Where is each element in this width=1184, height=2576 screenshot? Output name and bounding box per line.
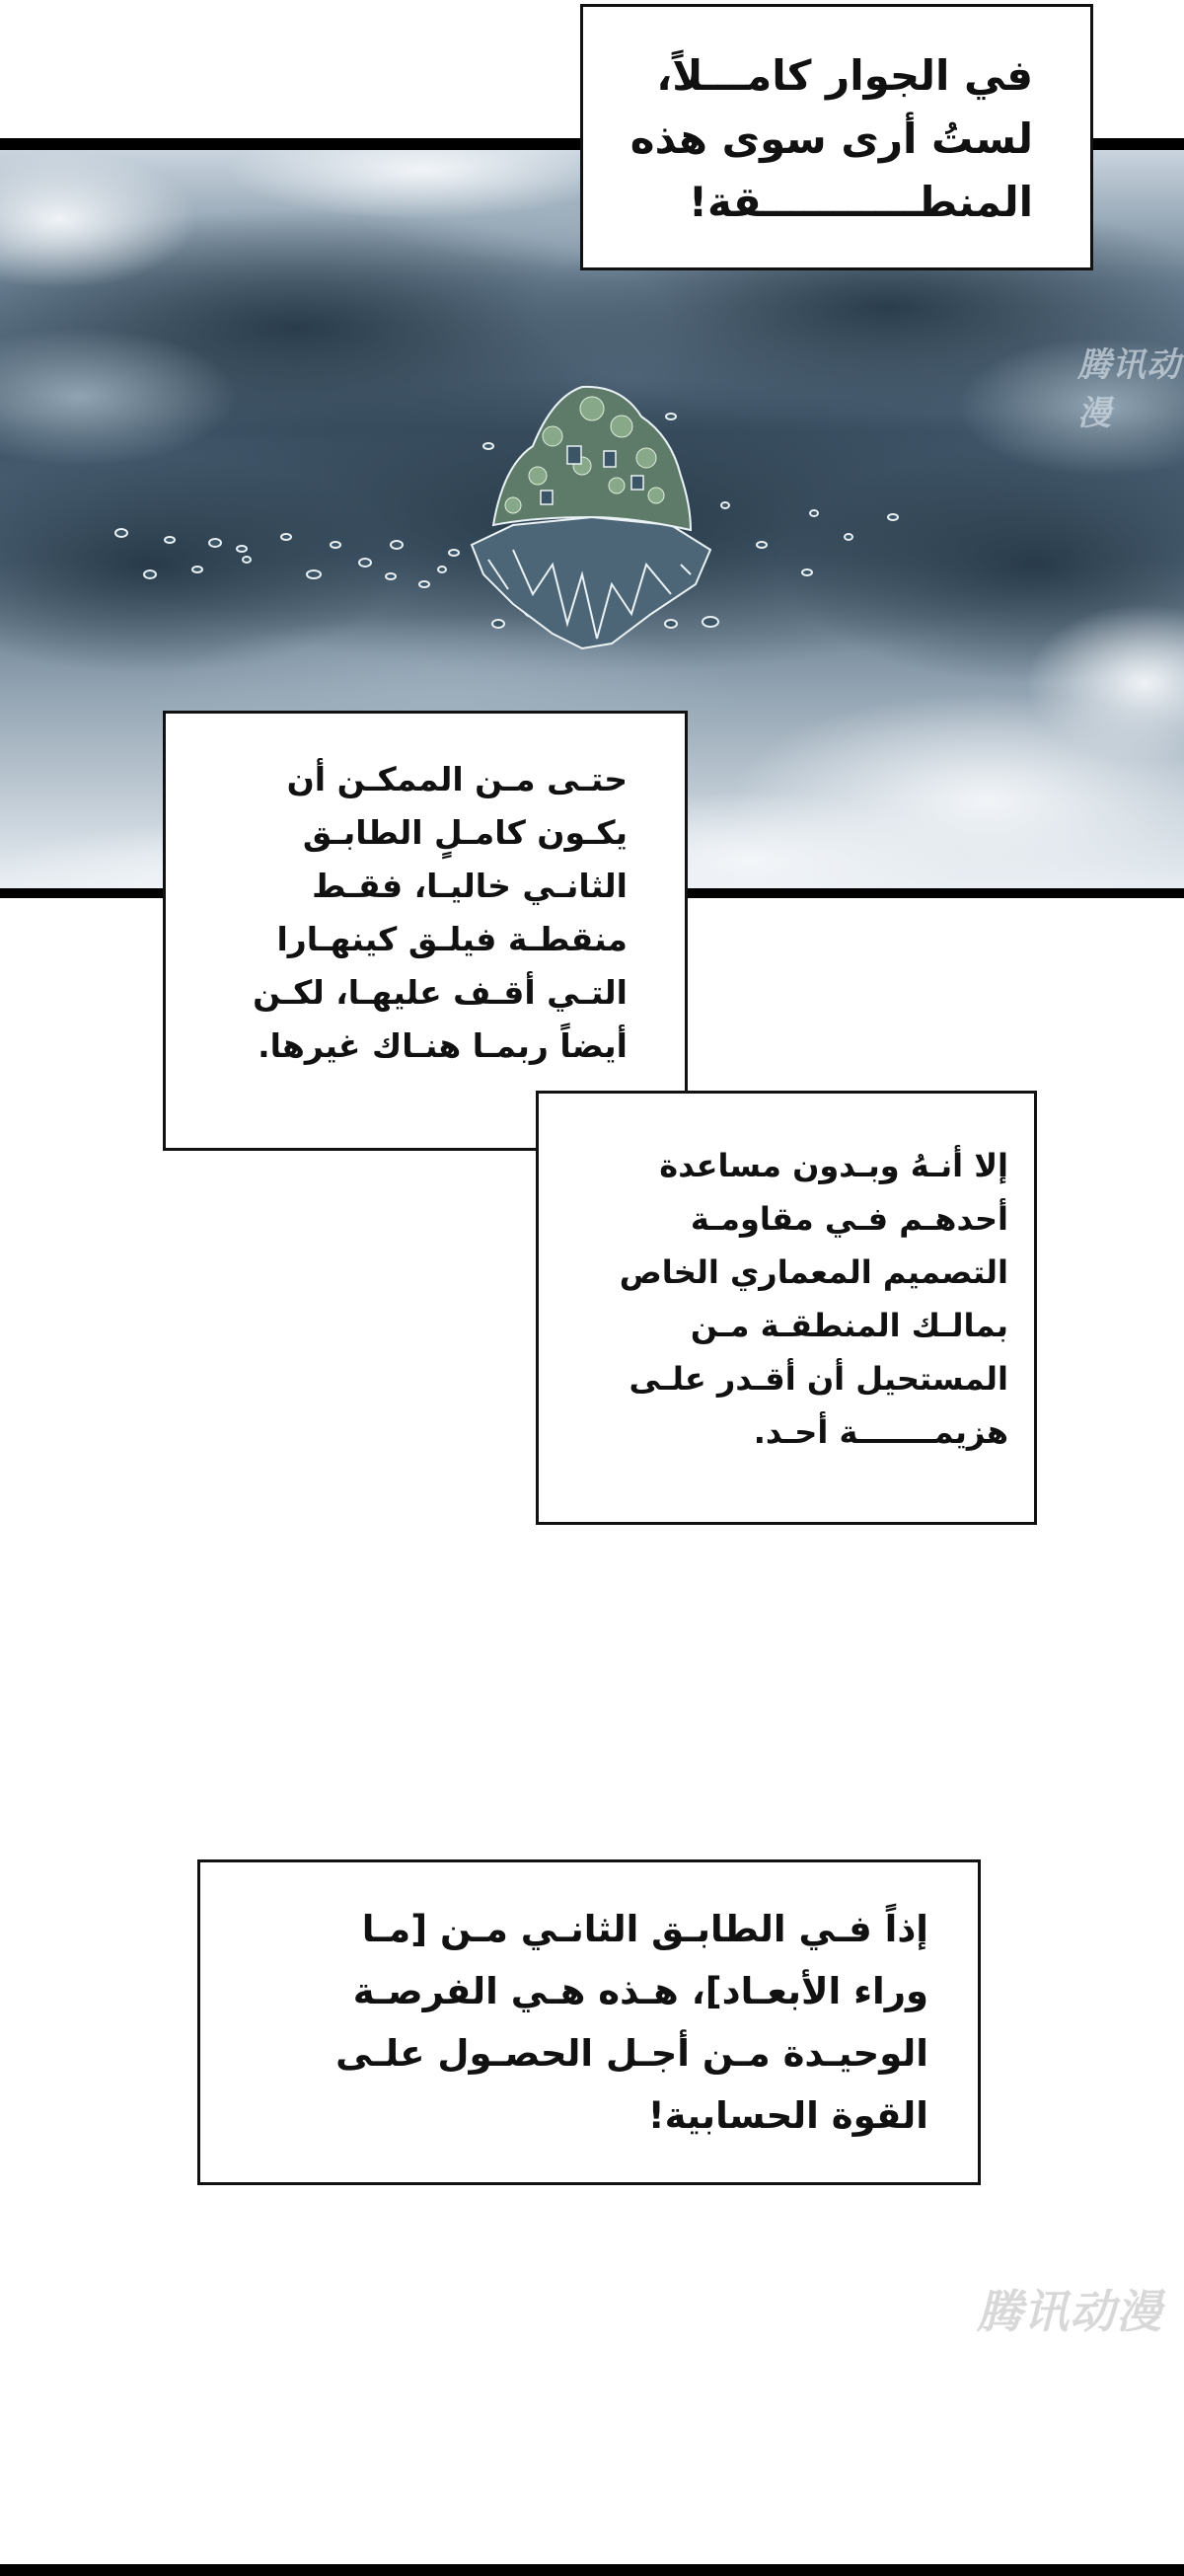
caption-line: منقطـة فيلـق كينهـارا: [276, 920, 628, 958]
caption-box-bottom: [197, 1859, 981, 2185]
caption-line: الثانـي خاليـا، فقـط: [312, 867, 628, 905]
caption-line: أيضاً ربمـا هنـاك غيرها.: [258, 1026, 628, 1065]
caption-line: المستحيل أن أقـدر علـى: [629, 1360, 1008, 1398]
caption-line: أحدهـم فـي مقاومـة: [690, 1200, 1008, 1238]
caption-line: المنطـــــــــــقة!: [688, 178, 1033, 226]
caption-box-top: [580, 4, 1093, 270]
caption-line: هزيمـــــــة أحـد.: [753, 1413, 1008, 1451]
caption-line: القوة الحسابية!: [647, 2094, 928, 2137]
watermark-logo: 腾讯动漫: [1077, 345, 1181, 433]
caption-line: لستُ أرى سوى هذه: [629, 114, 1033, 163]
caption-line: يكـون كامـلٍ الطابـق: [302, 813, 628, 852]
caption-line: التصميم المعماري الخاص: [619, 1253, 1008, 1291]
caption-line: إلا أنـهُ وبـدون مساعدة: [659, 1147, 1008, 1184]
caption-line: التـي أقـف عليهـا، لكـن: [253, 973, 628, 1012]
caption-line: بمالـك المنطقـة مـن: [690, 1307, 1008, 1344]
watermark-logo: 腾讯动漫: [977, 2285, 1162, 2338]
caption-line: حتـى مـن الممكـن أن: [286, 760, 628, 798]
caption-box-middle: [163, 711, 688, 1151]
caption-line: الوحيـدة مـن أجـل الحصـول علـى: [335, 2032, 928, 2075]
page-border-bottom: [0, 2564, 1184, 2576]
caption-line: في الجوار كامـــلاً،: [656, 51, 1033, 100]
caption-box-right: [536, 1091, 1037, 1525]
caption-line: إذاً فـي الطابـق الثانـي مـن [مـا: [361, 1908, 928, 1950]
caption-line: وراء الأبعـاد]، هـذه هـي الفرصـة: [352, 1970, 928, 2012]
